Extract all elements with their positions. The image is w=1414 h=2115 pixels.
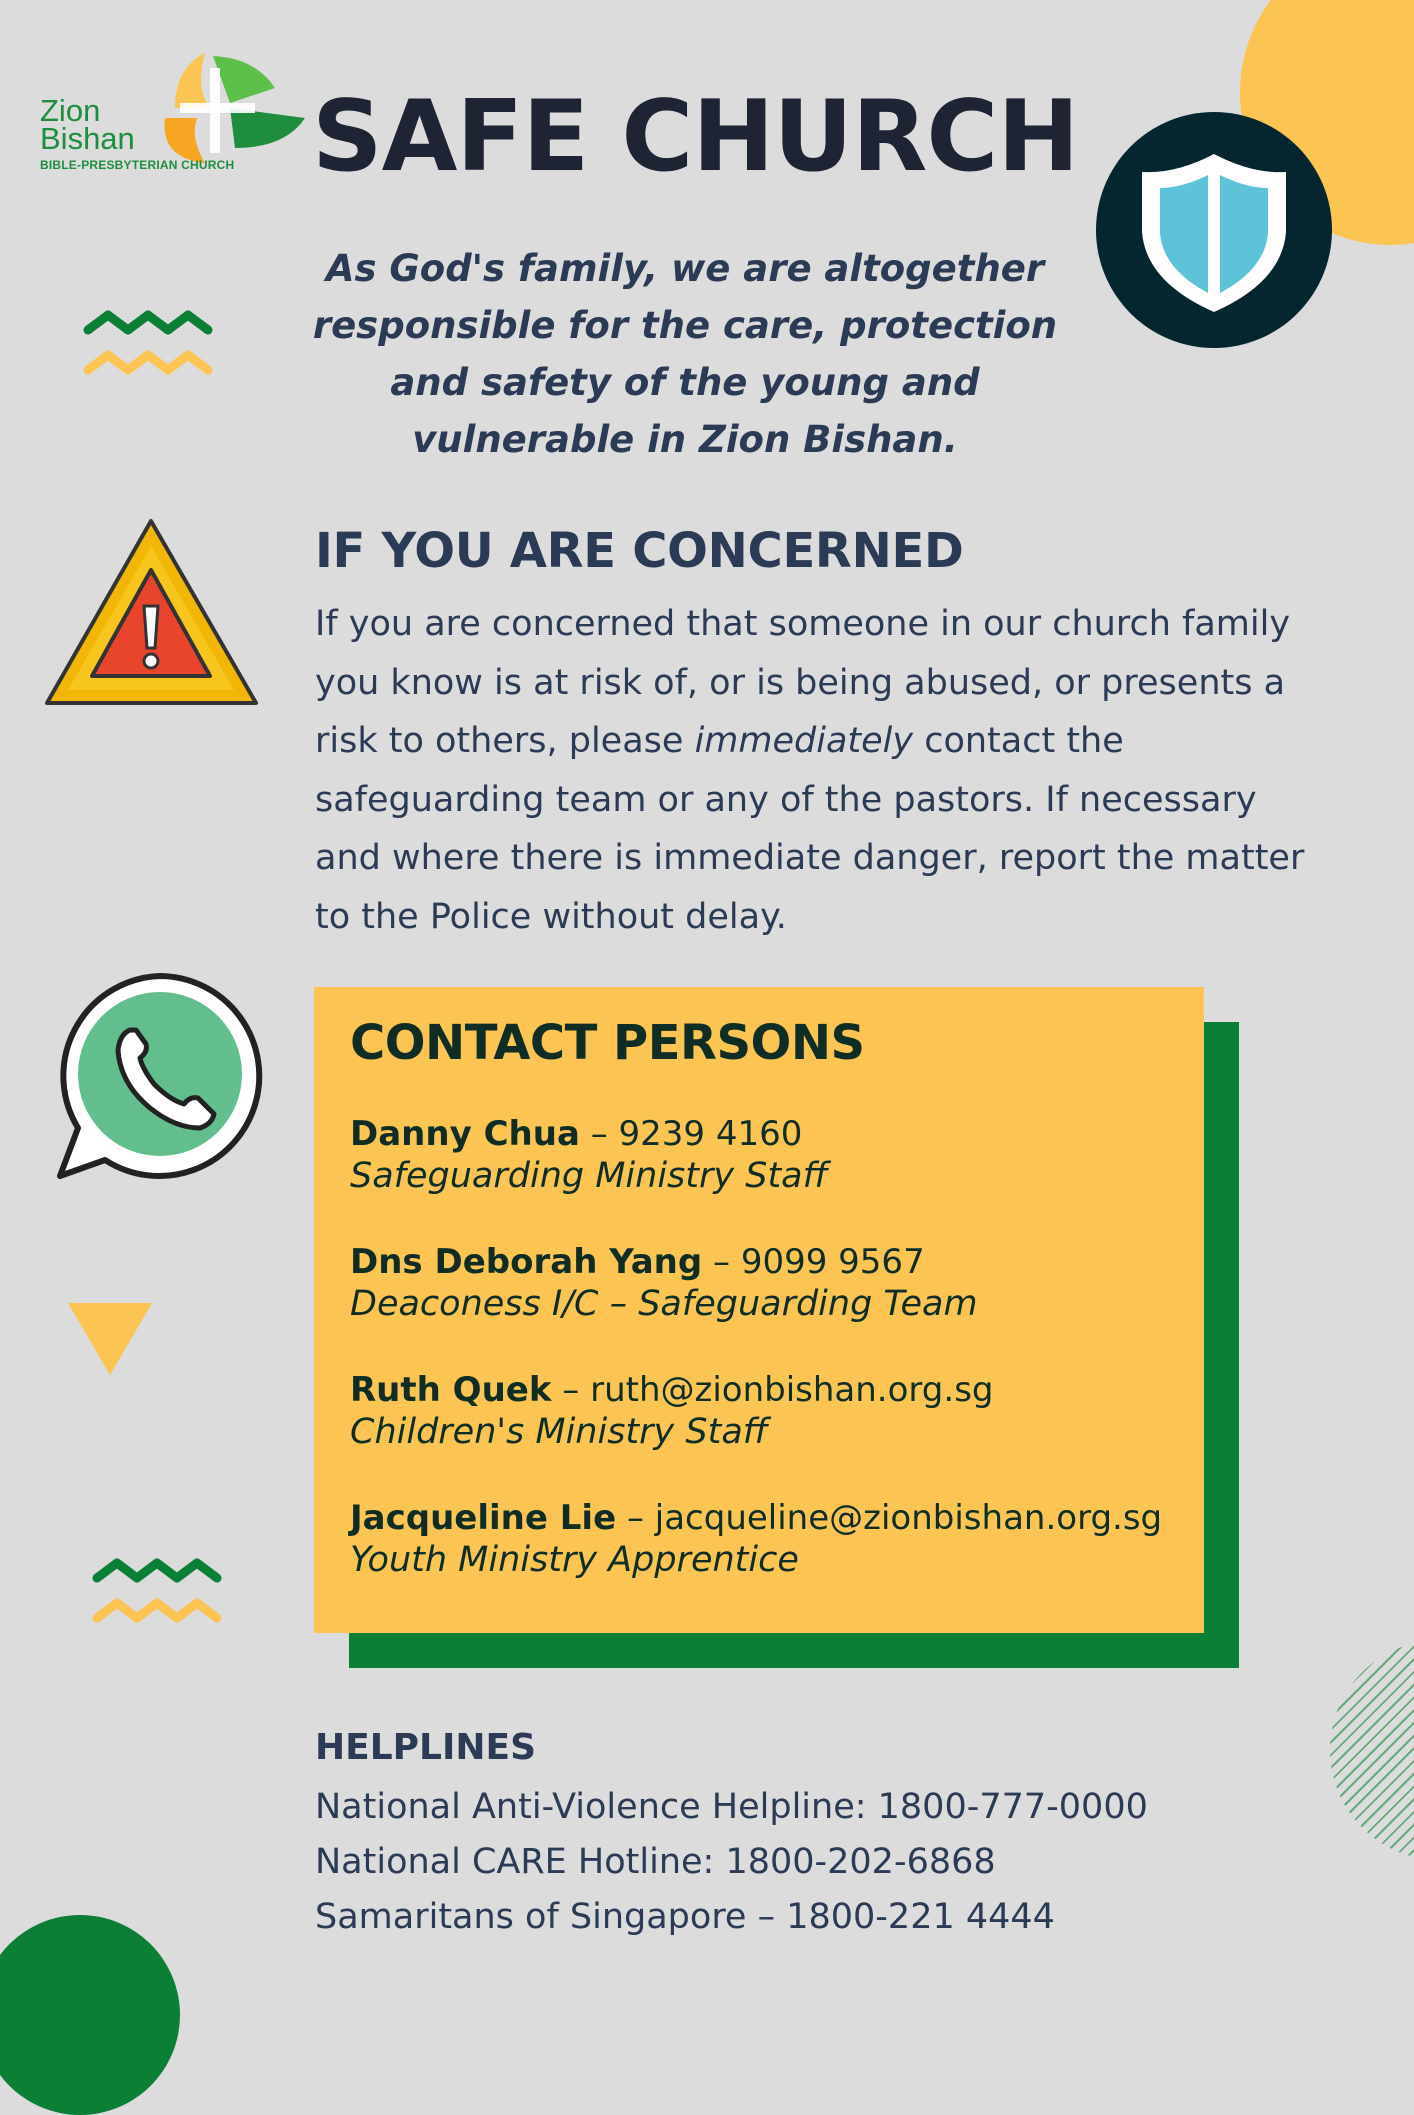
helpline-item[interactable]: National Anti-Violence Helpline: 1800-777-0000	[315, 1787, 1148, 1827]
contact-item	[350, 1241, 1168, 1325]
church-logo-icon	[135, 48, 305, 168]
contact-role: Deaconess I/C – Safeguarding Team	[350, 1284, 978, 1324]
warning-icon	[44, 518, 259, 708]
logo-text-zion: Zion	[40, 93, 101, 128]
contact-name: Jacqueline Lie	[350, 1498, 617, 1538]
concern-text-emphasis: immediately	[694, 721, 914, 761]
logo-text-denomination: BIBLE-PRESBYTERIAN CHURCH	[40, 158, 235, 172]
contact-line	[350, 1241, 1168, 1283]
contact-name: Danny Chua	[350, 1114, 580, 1154]
contact-role: Safeguarding Ministry Staff	[350, 1156, 828, 1196]
concern-paragraph	[315, 595, 1315, 946]
tagline: As God's family, we are altogether responsible for the care, protection and safety of the young and vulnerable in Zion Bishan.	[312, 247, 1058, 461]
whatsapp-icon	[50, 968, 270, 1188]
contact-line	[350, 1113, 1168, 1155]
decorative-green-circle	[0, 1915, 180, 2115]
contact-detail[interactable]: – 9099 9567	[702, 1242, 925, 1282]
decorative-zigzag	[83, 305, 218, 385]
contact-item	[350, 1113, 1168, 1197]
decorative-zigzag	[92, 1553, 227, 1633]
contact-item	[350, 1369, 1168, 1453]
contact-role: Youth Ministry Apprentice	[350, 1540, 799, 1580]
contact-line	[350, 1369, 1168, 1411]
contact-detail[interactable]: – 9239 4160	[579, 1114, 803, 1154]
helpline-item[interactable]: National CARE Hotline: 1800-202-6868	[315, 1842, 996, 1882]
decorative-striped-circle	[1330, 1640, 1414, 1860]
contact-line	[350, 1497, 1168, 1539]
shield-badge	[1096, 112, 1332, 348]
concern-heading: IF YOU ARE CONCERNED	[315, 523, 964, 579]
concern-text-end: contact the safeguarding team or any of the pastors. If necessary and where there is immediate danger, report the matter to the Police without delay.	[315, 721, 1305, 937]
contact-detail[interactable]: – ruth@zionbishan.org.sg	[551, 1370, 994, 1410]
contact-heading: CONTACT PERSONS	[350, 1015, 865, 1071]
decorative-triangle	[68, 1303, 152, 1375]
helplines-list	[315, 1780, 1148, 1945]
shield-icon	[1096, 112, 1332, 348]
contact-name: Ruth Quek	[350, 1370, 552, 1410]
helpline-item[interactable]: Samaritans of Singapore – 1800-221 4444	[315, 1897, 1055, 1937]
helplines-heading: HELPLINES	[315, 1727, 537, 1768]
church-logo	[40, 48, 270, 178]
logo-text-bishan: Bishan	[40, 121, 135, 156]
contact-role: Children's Ministry Staff	[350, 1412, 769, 1452]
contact-card	[314, 987, 1204, 1633]
contact-item	[350, 1497, 1168, 1581]
contact-detail[interactable]: – jacqueline@zionbishan.org.sg	[616, 1498, 1163, 1538]
contact-name: Dns Deborah Yang	[350, 1242, 703, 1282]
page-title: SAFE CHURCH	[312, 80, 1079, 194]
concern-text-start: If you are concerned that someone in our church family you know is at risk of, or is being abused, or presents a risk to others, please	[315, 604, 1291, 761]
